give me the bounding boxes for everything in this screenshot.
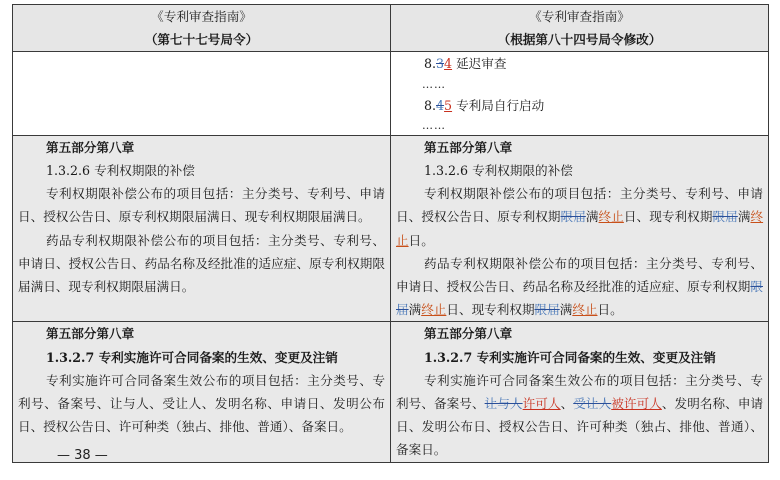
text-run: 专利实施许可合同备案生效公布的项目包括：主分类号、专利号、备案号、 [396, 372, 763, 412]
item-title: 延迟审查 [452, 56, 507, 72]
item-heading: 1.3.2.7 专利实施许可合同备案的生效、变更及注销 [424, 349, 716, 365]
deleted-text: 限届 [712, 209, 738, 225]
section-item-8-5 [396, 94, 763, 117]
left-cell-1326 [13, 135, 391, 322]
text-run: 药品专利权期限补偿公布的项目包括：主分类号、专利号、申请日、授权公告日、药品名称及经批准的适应症、原专利权期 [396, 255, 763, 295]
text-run: 、 [560, 396, 574, 412]
section-heading: 第五部分第八章 [424, 326, 513, 342]
paragraph: 专利权期限补偿公布的项目包括：主分类号、专利号、申请日、授权公告日、原专利权期限届满日、现专利权期限届满日。 [18, 186, 385, 225]
deleted-text: 3 [436, 56, 445, 72]
header-row [13, 5, 769, 52]
left-header-title: 《专利审查指南》 [151, 9, 252, 24]
item-heading: 1.3.2.7 专利实施许可合同备案的生效、变更及注销 [46, 349, 338, 365]
text-run: 满 [737, 209, 751, 225]
item-title: 专利局自行启动 [452, 97, 545, 113]
item-heading: 1.3.2.6 专利权期限的补偿 [46, 163, 195, 179]
ellipsis: …… [422, 77, 446, 91]
table-row [13, 52, 769, 135]
paragraph: 专利实施许可合同备案生效公布的项目包括：主分类号、专利号、备案号、让与人、受让人、发明名称、申请日、发明公布日、授权公告日、许可种类（独占、排他、普通）、备案日。 [18, 372, 385, 435]
section-heading: 第五部分第八章 [46, 326, 135, 342]
table-row [13, 135, 769, 322]
right-cell-sections [391, 52, 769, 135]
inserted-text: 终止 [598, 209, 624, 225]
text-run: 满 [408, 302, 422, 318]
inserted-text: 4 [444, 56, 453, 72]
left-cell-empty [13, 52, 391, 135]
section-heading: 第五部分第八章 [46, 139, 135, 155]
item-prefix: 8. [424, 97, 437, 113]
item-prefix: 8. [424, 56, 437, 72]
inserted-text: 终止 [572, 302, 598, 318]
deleted-text: 限届 [560, 209, 586, 225]
deleted-text: 限届 [396, 279, 763, 318]
inserted-text: 终止 [421, 302, 447, 318]
deleted-text: 让与人 [484, 396, 523, 412]
deleted-text: 受让人 [573, 396, 612, 412]
text-run: 满 [559, 302, 573, 318]
text-run: 满 [585, 209, 599, 225]
paragraph [396, 252, 763, 322]
inserted-text: 5 [444, 97, 453, 113]
comparison-table [12, 4, 769, 463]
text-run: 、发明名称、申请日、发明公布日、授权公告日、许可种类（独占、排他、普通）、备案日。 [396, 396, 764, 458]
deleted-text: 4 [436, 97, 445, 113]
left-column-header [13, 5, 391, 52]
text-run: 日、现专利权期 [446, 302, 535, 318]
deleted-text: 限届 [534, 302, 560, 318]
text-run: 日、现专利权期 [623, 209, 713, 225]
inserted-text: 许可人 [522, 396, 561, 412]
right-cell-1326 [391, 135, 769, 322]
right-header-subtitle: （根据第八十四号局令修改） [497, 32, 662, 48]
right-header-title: 《专利审查指南》 [529, 9, 630, 24]
left-header-subtitle: （第七十七号局令） [144, 32, 259, 48]
section-heading: 第五部分第八章 [424, 139, 513, 155]
right-column-header [391, 5, 769, 52]
text-run: 日。 [408, 232, 434, 248]
table-row [13, 322, 769, 462]
item-heading: 1.3.2.6 专利权期限的补偿 [424, 163, 573, 179]
left-cell-1327 [13, 322, 391, 462]
paragraph [396, 369, 763, 462]
paragraph [396, 182, 763, 252]
text-run: 日。 [597, 302, 623, 318]
page-number: — 38 — [57, 448, 108, 463]
paragraph: 药品专利权期限补偿公布的项目包括：主分类号、专利号、申请日、授权公告日、药品名称及经批准的适应症、原专利权期限届满日、现专利权期限届满日。 [18, 232, 385, 295]
text-run: 专利权期限补偿公布的项目包括：主分类号、专利号、申请日、授权公告日、原专利权期 [396, 186, 763, 225]
inserted-text: 终止 [396, 209, 764, 248]
inserted-text: 被许可人 [611, 396, 662, 412]
right-cell-1327 [391, 322, 769, 462]
section-item-8-4 [396, 52, 763, 75]
ellipsis: …… [422, 118, 446, 132]
